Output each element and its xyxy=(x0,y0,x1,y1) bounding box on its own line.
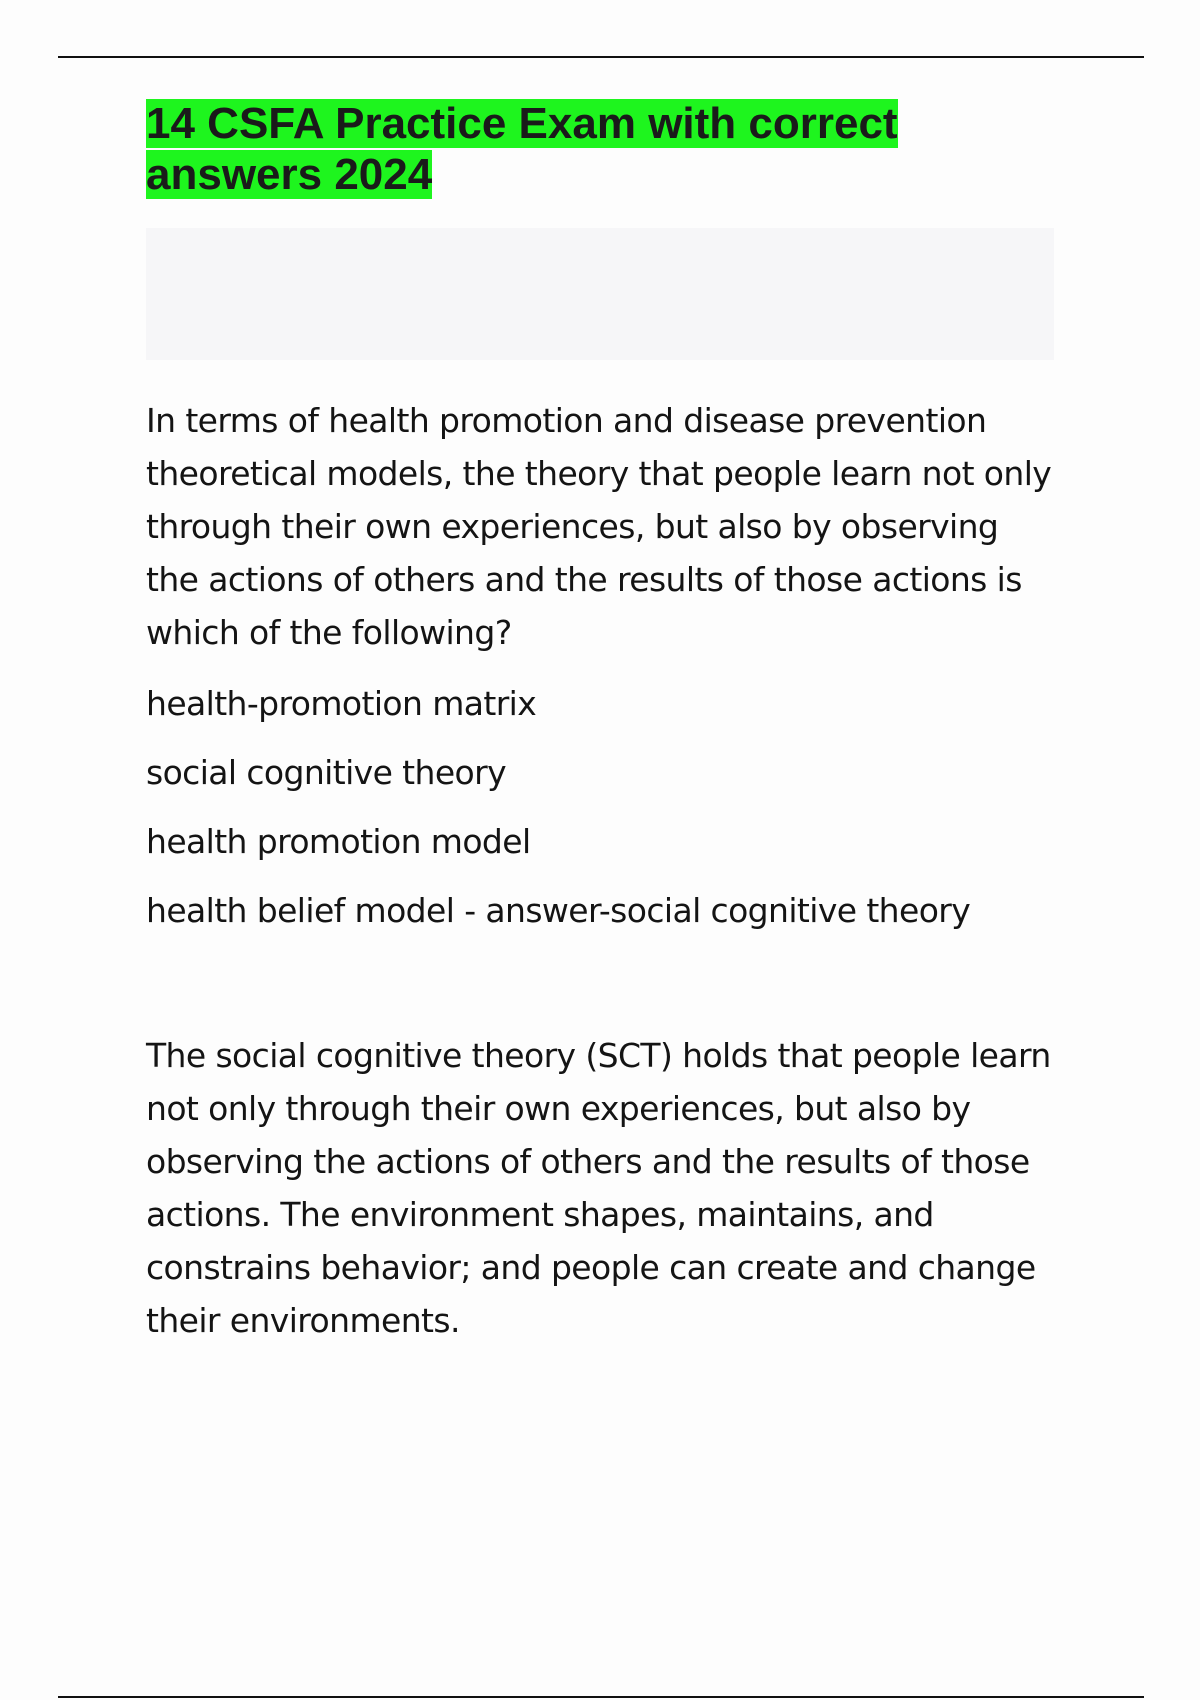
document-body xyxy=(146,98,1056,1347)
top-rule xyxy=(58,56,1144,58)
question-text: In terms of health promotion and disease prevention theoretical models, the theory that people learn not only through their own experiences, but also by observing the actions of others and the results of those actions is which of the following? xyxy=(146,401,1052,652)
document-title xyxy=(146,98,936,200)
option-item: health promotion model xyxy=(146,822,531,861)
option-item: health-promotion matrix xyxy=(146,684,537,723)
explanation-text: The social cognitive theory (SCT) holds that people learn not only through their own experiences, but also by observing the actions of others and the results of those actions. The environment shapes, maintains, and constrains behavior; and people can create and change their environments. xyxy=(146,1036,1051,1340)
answer-options xyxy=(146,669,1056,945)
option-item: social cognitive theory xyxy=(146,753,507,792)
blank-banner xyxy=(146,228,1054,360)
option-item: health belief model - answer-social cognitive theory xyxy=(146,891,971,930)
bottom-rule xyxy=(58,1696,1144,1698)
title-highlight: 14 CSFA Practice Exam with correct answers 2024 xyxy=(146,99,898,199)
